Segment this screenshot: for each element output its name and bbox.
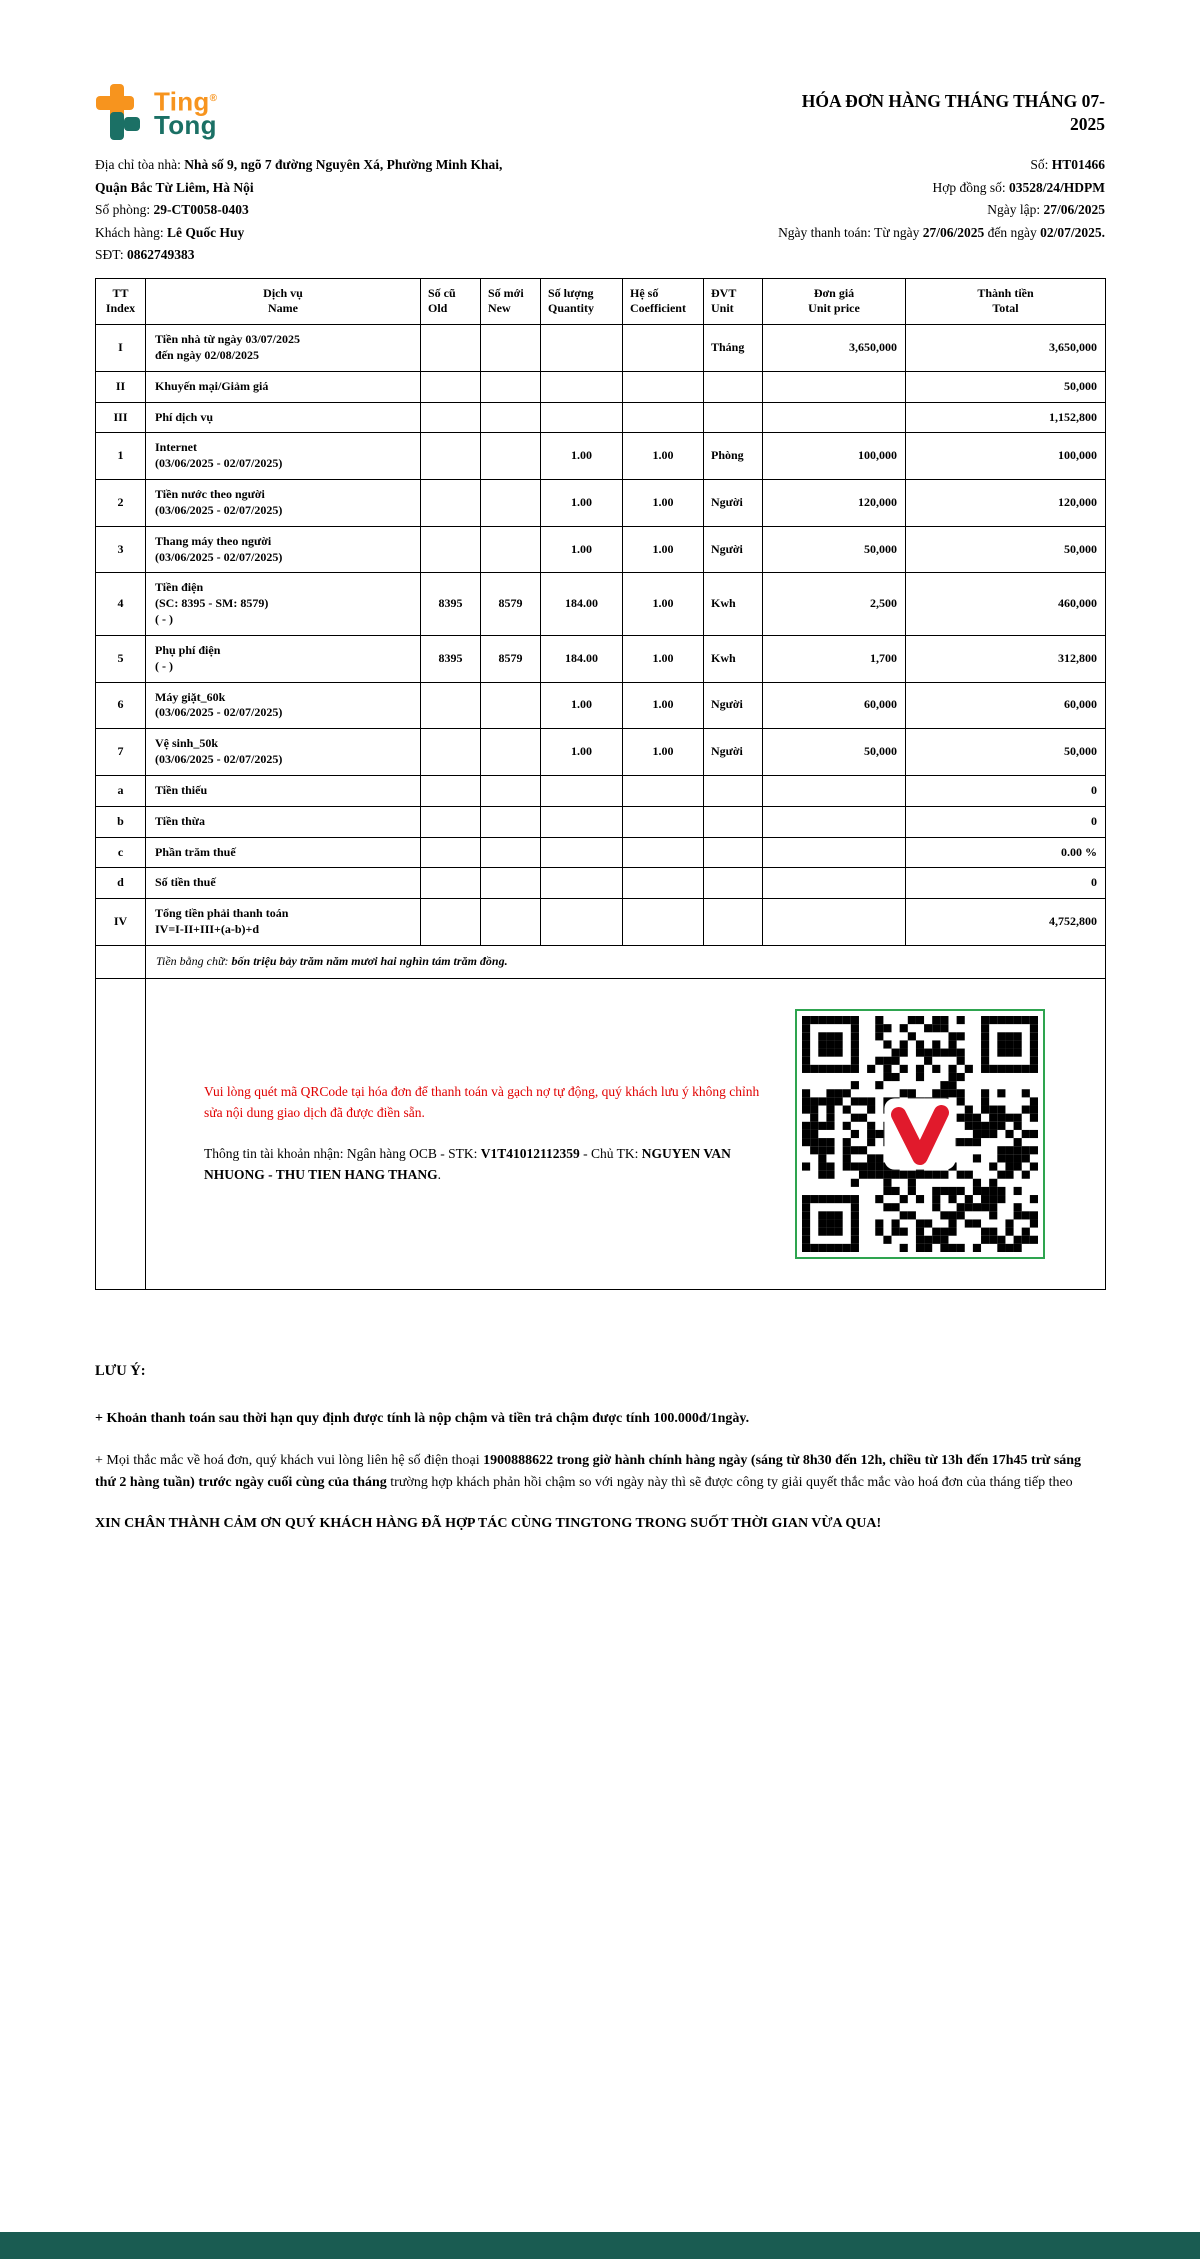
- column-header: Dịch vụ Name: [146, 278, 421, 325]
- text-segment: Nhà số 9, ngõ 7 đường Nguyên Xá, Phường Minh Khai, Quận Bắc Từ Liêm, Hà Nội: [95, 157, 503, 195]
- late-payment-note: + Khoản thanh toán sau thời hạn quy định được tính là nộp chậm và tiền trả chậm được tính 100.000đ/1ngày.: [95, 1411, 750, 1427]
- text-segment: Ngày thanh toán: Từ ngày: [778, 224, 923, 240]
- cell-old: [421, 682, 481, 729]
- column-header: Số lượng Quantity: [541, 278, 623, 325]
- cell-old: [421, 402, 481, 433]
- table-row: [96, 433, 1106, 480]
- empty-cell: [96, 945, 146, 978]
- cell-name: Tiền thừa: [146, 806, 421, 837]
- cell-old: [421, 775, 481, 806]
- cell-coeff: 1.00: [623, 729, 704, 776]
- cell-old: [421, 433, 481, 480]
- cell-total: 50,000: [906, 371, 1106, 402]
- table-row: [96, 480, 1106, 527]
- customer-info: [95, 154, 525, 267]
- cell-new: 8579: [481, 635, 541, 682]
- cell-old: [421, 371, 481, 402]
- cell-tt: c: [96, 837, 146, 868]
- cell-old: 8395: [421, 635, 481, 682]
- text-segment: 03528/24/HDPM: [1009, 179, 1105, 195]
- text-segment: .: [437, 1166, 442, 1182]
- text-segment: V1T41012112359: [480, 1145, 580, 1161]
- column-header: Thành tiền Total: [906, 278, 1106, 325]
- invoice-info: [95, 154, 1105, 267]
- invoice-title: HÓA ĐƠN HÀNG THÁNG THÁNG 07-2025: [801, 91, 1105, 134]
- cell-qty: 1.00: [541, 480, 623, 527]
- text-segment: SĐT:: [95, 247, 127, 262]
- cell-price: 50,000: [763, 729, 906, 776]
- cell-old: [421, 480, 481, 527]
- table-row: [96, 837, 1106, 868]
- payment-flex: [204, 1009, 1045, 1259]
- cell-unit: Người: [704, 526, 763, 573]
- header: [95, 84, 1105, 140]
- cell-qty: [541, 775, 623, 806]
- text-segment: trường hợp khách phản hồi chậm so với ngày này thì sẽ được công ty giải quyết thắc mắc vào hoá đơn của tháng tiếp theo: [390, 1474, 1073, 1490]
- text-segment: Ngày lập:: [987, 202, 1044, 217]
- cell-qty: 1.00: [541, 526, 623, 573]
- table-row: [96, 325, 1106, 372]
- table-row: [96, 635, 1106, 682]
- cell-name: Phí dịch vụ: [146, 402, 421, 433]
- table-row: [96, 573, 1106, 635]
- cell-unit: Tháng: [704, 325, 763, 372]
- cell-new: [481, 682, 541, 729]
- cell-name: Vệ sinh_50k (03/06/2025 - 02/07/2025): [146, 729, 421, 776]
- table-header-row: [96, 278, 1106, 325]
- text-segment: 02/07/2025.: [1040, 224, 1105, 240]
- column-header: Số mới New: [481, 278, 541, 325]
- empty-cell: [96, 978, 146, 1289]
- cell-name: Internet (03/06/2025 - 02/07/2025): [146, 433, 421, 480]
- text-segment: NGUYEN VAN NHUONG - THU TIEN HANG THANG: [204, 1145, 731, 1182]
- cell-coeff: 1.00: [623, 526, 704, 573]
- table-row: [96, 371, 1106, 402]
- text-segment: Tiền bằng chữ:: [156, 953, 232, 968]
- footer-bar: [0, 2232, 1200, 2259]
- text-segment: Số:: [1030, 157, 1052, 172]
- table-row: [96, 775, 1106, 806]
- cell-coeff: 1.00: [623, 635, 704, 682]
- cell-old: [421, 526, 481, 573]
- cell-qty: [541, 837, 623, 868]
- cell-total: 312,800: [906, 635, 1106, 682]
- cell-unit: Kwh: [704, 573, 763, 635]
- cell-coeff: [623, 868, 704, 899]
- cell-coeff: [623, 402, 704, 433]
- cell-tt: 4: [96, 573, 146, 635]
- cell-new: [481, 729, 541, 776]
- table-row: [96, 682, 1106, 729]
- cell-price: 100,000: [763, 433, 906, 480]
- cell-price: [763, 899, 906, 946]
- cell-price: [763, 837, 906, 868]
- cell-new: [481, 371, 541, 402]
- invoice-content: [95, 84, 1105, 1555]
- column-header: Số cũ Old: [421, 278, 481, 325]
- cell-price: 120,000: [763, 480, 906, 527]
- text-segment: Khách hàng:: [95, 224, 167, 240]
- cell-coeff: [623, 775, 704, 806]
- cell-new: [481, 433, 541, 480]
- cell-unit: [704, 899, 763, 946]
- thank-you-note: XIN CHÂN THÀNH CẢM ƠN QUÝ KHÁCH HÀNG ĐÃ HỢP TÁC CÙNG TINGTONG TRONG SUỐT THỜI GIAN VỪA QUA!: [95, 1516, 882, 1532]
- cell-tt: 7: [96, 729, 146, 776]
- cell-qty: [541, 325, 623, 372]
- table-row: [96, 729, 1106, 776]
- column-header: Đơn giá Unit price: [763, 278, 906, 325]
- logo-ting-line: [154, 86, 218, 117]
- cell-price: [763, 371, 906, 402]
- building-address: [95, 154, 525, 199]
- cell-qty: [541, 371, 623, 402]
- cell-unit: [704, 806, 763, 837]
- cell-old: 8395: [421, 573, 481, 635]
- text-segment: (sáng từ 8h30 đến 12h, chiều từ 13h đến 17h45 trừ sáng thứ 2 hàng tuần): [95, 1452, 1082, 1490]
- cell-total: 4,752,800: [906, 899, 1106, 946]
- cell-coeff: 1.00: [623, 480, 704, 527]
- cell-tt: II: [96, 371, 146, 402]
- customer-name: [95, 222, 525, 245]
- cell-unit: Phòng: [704, 433, 763, 480]
- cell-total: 60,000: [906, 682, 1106, 729]
- bank-account-info: [204, 1144, 771, 1186]
- cell-tt: a: [96, 775, 146, 806]
- cell-qty: [541, 868, 623, 899]
- cell-unit: [704, 837, 763, 868]
- cell-unit: Kwh: [704, 635, 763, 682]
- hotline-note: [95, 1450, 1105, 1493]
- column-header: Hệ số Coefficient: [623, 278, 704, 325]
- cell-price: 2,500: [763, 573, 906, 635]
- invoice-number: [525, 154, 1105, 177]
- cell-name: Tiền nước theo người (03/06/2025 - 02/07/2025): [146, 480, 421, 527]
- cell-price: 3,650,000: [763, 325, 906, 372]
- cell-qty: 1.00: [541, 729, 623, 776]
- cell-coeff: [623, 837, 704, 868]
- cell-total: 0: [906, 868, 1106, 899]
- payment-qr-row: [96, 978, 1106, 1289]
- notes-section: [95, 1360, 1105, 1535]
- cell-name: Máy giặt_60k (03/06/2025 - 02/07/2025): [146, 682, 421, 729]
- text-segment: 27/06/2025: [922, 224, 985, 240]
- cell-name: Tiền thiếu: [146, 775, 421, 806]
- cell-tt: 3: [96, 526, 146, 573]
- cell-coeff: 1.00: [623, 573, 704, 635]
- cell-old: [421, 729, 481, 776]
- invoice-table-body: [96, 325, 1106, 946]
- qr-code: [795, 1009, 1045, 1259]
- cell-old: [421, 325, 481, 372]
- logo-ting-text: Ting: [154, 86, 210, 117]
- cell-new: [481, 775, 541, 806]
- cell-tt: 5: [96, 635, 146, 682]
- logo-text: [154, 86, 218, 141]
- cell-tt: 2: [96, 480, 146, 527]
- text-segment: 29-CT0058-0403: [153, 202, 249, 217]
- table-row: [96, 899, 1106, 946]
- cell-price: 50,000: [763, 526, 906, 573]
- cell-tt: III: [96, 402, 146, 433]
- cell-new: [481, 402, 541, 433]
- qr-code-image: [802, 1016, 1038, 1252]
- cell-total: 120,000: [906, 480, 1106, 527]
- contract-number: [525, 177, 1105, 200]
- cell-price: 1,700: [763, 635, 906, 682]
- cell-total: 3,650,000: [906, 325, 1106, 372]
- cell-tt: b: [96, 806, 146, 837]
- cell-name: Số tiền thuế: [146, 868, 421, 899]
- cell-tt: 6: [96, 682, 146, 729]
- cell-price: [763, 806, 906, 837]
- cell-name: Tiền nhà từ ngày 03/07/2025 đến ngày 02/08/2025: [146, 325, 421, 372]
- cell-total: 100,000: [906, 433, 1106, 480]
- cell-tt: d: [96, 868, 146, 899]
- tingtong-logo: [95, 84, 217, 140]
- cell-price: 60,000: [763, 682, 906, 729]
- cell-price: [763, 868, 906, 899]
- cell-coeff: [623, 371, 704, 402]
- cell-total: 460,000: [906, 573, 1106, 635]
- cell-qty: 184.00: [541, 635, 623, 682]
- cell-old: [421, 806, 481, 837]
- text-segment: - Chủ TK:: [579, 1145, 642, 1161]
- cell-qty: 184.00: [541, 573, 623, 635]
- logo-tong-text: Tong: [154, 110, 217, 141]
- payment-section: [146, 978, 1106, 1289]
- cell-total: 0: [906, 806, 1106, 837]
- cell-coeff: [623, 899, 704, 946]
- cell-unit: [704, 868, 763, 899]
- cell-total: 0: [906, 775, 1106, 806]
- cell-qty: [541, 402, 623, 433]
- text-segment: 1900888622: [483, 1452, 554, 1468]
- cell-new: [481, 868, 541, 899]
- payment-text: [204, 1082, 771, 1186]
- cell-coeff: 1.00: [623, 682, 704, 729]
- cell-name: Tiền điện (SC: 8395 - SM: 8579) ( - ): [146, 573, 421, 635]
- room-number: [95, 199, 525, 222]
- cell-new: [481, 837, 541, 868]
- cell-unit: [704, 371, 763, 402]
- cell-unit: Người: [704, 682, 763, 729]
- cell-unit: [704, 402, 763, 433]
- table-row: [96, 526, 1106, 573]
- cell-unit: Người: [704, 480, 763, 527]
- column-header: TT Index: [96, 278, 146, 325]
- cell-total: 0.00 %: [906, 837, 1106, 868]
- cell-total: 50,000: [906, 729, 1106, 776]
- registered-mark: ®: [209, 92, 218, 104]
- cell-name: Tổng tiền phải thanh toán IV=I-II+III+(a-b)+d: [146, 899, 421, 946]
- cell-new: [481, 526, 541, 573]
- cell-qty: [541, 806, 623, 837]
- cell-new: 8579: [481, 573, 541, 635]
- cell-new: [481, 325, 541, 372]
- invoice-table-footer: [96, 945, 1106, 1289]
- text-segment: HT01466: [1051, 157, 1105, 172]
- cell-coeff: 1.00: [623, 433, 704, 480]
- table-row: [96, 806, 1106, 837]
- cell-unit: Người: [704, 729, 763, 776]
- text-segment: Số phòng:: [95, 202, 154, 217]
- text-segment: 0862749383: [126, 247, 195, 262]
- cell-qty: 1.00: [541, 682, 623, 729]
- cell-new: [481, 806, 541, 837]
- amount-in-words: [146, 945, 1106, 978]
- customer-phone: [95, 244, 525, 267]
- cell-tt: I: [96, 325, 146, 372]
- cell-total: 1,152,800: [906, 402, 1106, 433]
- text-segment: 27/06/2025: [1043, 202, 1105, 217]
- cell-tt: 1: [96, 433, 146, 480]
- cell-coeff: [623, 806, 704, 837]
- invoice-table: [95, 278, 1106, 1290]
- cell-old: [421, 899, 481, 946]
- table-row: [96, 868, 1106, 899]
- text-segment: Địa chỉ tòa nhà:: [95, 157, 185, 172]
- text-segment: đến ngày: [984, 224, 1041, 240]
- text-segment: Hợp đồng số:: [932, 179, 1009, 195]
- cell-old: [421, 868, 481, 899]
- text-segment: bốn triệu bảy trăm năm mươi hai nghìn tám trăm đồng.: [231, 953, 508, 968]
- cell-old: [421, 837, 481, 868]
- invoice-meta: [525, 154, 1105, 267]
- text-segment: trước ngày cuối cùng của tháng: [194, 1474, 391, 1490]
- text-segment: + Mọi thắc mắc về hoá đơn, quý khách vui lòng liên hệ số điện thoại: [95, 1452, 484, 1468]
- cell-unit: [704, 775, 763, 806]
- cell-name: Phụ phí điện ( - ): [146, 635, 421, 682]
- column-header: ĐVT Unit: [704, 278, 763, 325]
- notes-heading: LƯU Ý:: [95, 1362, 146, 1379]
- amount-in-words-row: [96, 945, 1106, 978]
- cell-qty: [541, 899, 623, 946]
- payment-period: [525, 222, 1105, 245]
- tingtong-logo-icon: [95, 84, 145, 140]
- cell-name: Khuyến mại/Giảm giá: [146, 371, 421, 402]
- cell-new: [481, 899, 541, 946]
- text-segment: trong giờ hành chính hàng ngày: [553, 1452, 751, 1468]
- cell-new: [481, 480, 541, 527]
- text-segment: Thông tin tài khoản nhận: Ngân hàng OCB - STK:: [204, 1145, 481, 1161]
- qr-payment-notice: Vui lòng quét mã QRCode tại hóa đơn để thanh toán và gạch nợ tự động, quý khách lưu ý không chỉnh sửa nội dung giao dịch đã được điền sẵn.: [204, 1083, 760, 1120]
- cell-price: [763, 775, 906, 806]
- cell-price: [763, 402, 906, 433]
- cell-total: 50,000: [906, 526, 1106, 573]
- table-row: [96, 402, 1106, 433]
- issue-date: [525, 199, 1105, 222]
- cell-tt: IV: [96, 899, 146, 946]
- cell-name: Thang máy theo người (03/06/2025 - 02/07/2025): [146, 526, 421, 573]
- cell-qty: 1.00: [541, 433, 623, 480]
- cell-name: Phần trăm thuế: [146, 837, 421, 868]
- text-segment: Lê Quốc Huy: [166, 224, 245, 240]
- cell-coeff: [623, 325, 704, 372]
